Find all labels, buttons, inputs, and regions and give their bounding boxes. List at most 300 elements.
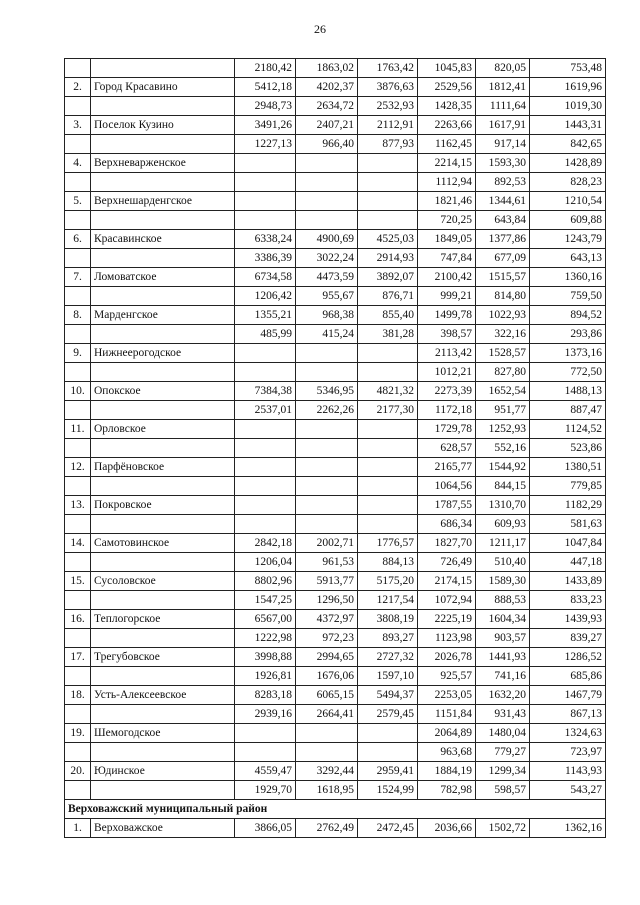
value-cell-5: 917,14 [476,135,530,154]
value-cell-4: 720,25 [418,211,476,230]
settlement-name: Ломоватское [91,268,235,287]
table-row [65,819,606,838]
value-cell-5: 1299,34 [476,762,530,781]
value-cell-2: 1863,02 [296,59,358,78]
value-cell-4: 2214,15 [418,154,476,173]
row-index: 11. [65,420,91,439]
value-cell-4: 1112,94 [418,173,476,192]
value-cell-5: 643,84 [476,211,530,230]
value-cell-1: 3386,39 [235,249,296,268]
value-cell-4: 1123,98 [418,629,476,648]
value-cell-6: 867,13 [530,705,606,724]
value-cell-4: 2064,89 [418,724,476,743]
value-cell-2: 966,40 [296,135,358,154]
value-cell-3 [358,154,418,173]
value-cell-6: 1019,30 [530,97,606,116]
value-cell-5: 609,93 [476,515,530,534]
value-cell-2 [296,458,358,477]
value-cell-1 [235,439,296,458]
value-cell-3: 2914,93 [358,249,418,268]
value-cell-2: 2762,49 [296,819,358,838]
settlement-name: Самотовинское [91,534,235,553]
table-row [65,496,606,515]
table-row [65,534,606,553]
value-cell-1: 8283,18 [235,686,296,705]
value-cell-2 [296,211,358,230]
value-cell-4: 1827,70 [418,534,476,553]
value-cell-5: 951,77 [476,401,530,420]
value-cell-4: 2263,66 [418,116,476,135]
value-cell-3 [358,458,418,477]
value-cell-5: 1604,34 [476,610,530,629]
row-index [65,173,91,192]
row-index [65,59,91,78]
value-cell-1 [235,211,296,230]
row-index [65,249,91,268]
value-cell-2: 5346,95 [296,382,358,401]
value-cell-1: 6567,00 [235,610,296,629]
value-cell-6: 1619,96 [530,78,606,97]
table-row [65,230,606,249]
row-index [65,363,91,382]
value-cell-1: 2180,42 [235,59,296,78]
value-cell-5: 779,27 [476,743,530,762]
value-cell-6: 1182,29 [530,496,606,515]
table-row [65,268,606,287]
value-cell-4: 2225,19 [418,610,476,629]
value-cell-5: 1344,61 [476,192,530,211]
value-cell-3: 381,28 [358,325,418,344]
value-cell-2: 1676,06 [296,667,358,686]
value-cell-4: 1729,78 [418,420,476,439]
value-cell-1 [235,420,296,439]
page-number: 26 [314,22,326,36]
value-cell-1: 2842,18 [235,534,296,553]
value-cell-5: 1022,93 [476,306,530,325]
table-row [65,344,606,363]
row-index: 3. [65,116,91,135]
row-index: 15. [65,572,91,591]
value-cell-1: 1355,21 [235,306,296,325]
value-cell-4: 726,49 [418,553,476,572]
table-row [65,591,606,610]
value-cell-3 [358,515,418,534]
value-cell-4: 1787,55 [418,496,476,515]
value-cell-4: 963,68 [418,743,476,762]
row-index: 6. [65,230,91,249]
settlement-name: Покровское [91,496,235,515]
table-row [65,629,606,648]
value-cell-2: 2994,65 [296,648,358,667]
value-cell-3: 2959,41 [358,762,418,781]
value-cell-2: 3292,44 [296,762,358,781]
table-row [65,743,606,762]
value-cell-3: 2532,93 [358,97,418,116]
value-cell-5: 1377,86 [476,230,530,249]
value-cell-1: 6338,24 [235,230,296,249]
value-cell-2: 5913,77 [296,572,358,591]
value-cell-2: 1296,50 [296,591,358,610]
value-cell-5: 1632,20 [476,686,530,705]
value-cell-2: 2002,71 [296,534,358,553]
row-index [65,287,91,306]
value-cell-2: 961,53 [296,553,358,572]
value-cell-1: 1206,42 [235,287,296,306]
table-row [65,477,606,496]
value-cell-6: 723,97 [530,743,606,762]
value-cell-6: 1286,52 [530,648,606,667]
settlement-name: Сусоловское [91,572,235,591]
settlement-name [91,439,235,458]
value-cell-3 [358,496,418,515]
settlement-name: Трегубовское [91,648,235,667]
value-cell-1: 2948,73 [235,97,296,116]
value-cell-1: 3998,88 [235,648,296,667]
value-cell-1: 485,99 [235,325,296,344]
row-index: 1. [65,819,91,838]
value-cell-6: 842,65 [530,135,606,154]
value-cell-4: 1162,45 [418,135,476,154]
value-cell-3: 5175,20 [358,572,418,591]
value-cell-5: 1589,30 [476,572,530,591]
settlement-name: Парфёновское [91,458,235,477]
value-cell-5: 552,16 [476,439,530,458]
settlement-name: Марденгское [91,306,235,325]
value-cell-6: 753,48 [530,59,606,78]
settlement-name: Опокское [91,382,235,401]
table-row [65,249,606,268]
row-index: 17. [65,648,91,667]
table-row [65,686,606,705]
settlement-name: Верхнешарденгское [91,192,235,211]
value-cell-5: 1211,17 [476,534,530,553]
settlement-name [91,553,235,572]
table-row [65,306,606,325]
value-cell-4: 1849,05 [418,230,476,249]
value-cell-2 [296,173,358,192]
value-cell-3 [358,420,418,439]
value-cell-5: 820,05 [476,59,530,78]
settlement-name: Красавинское [91,230,235,249]
value-cell-4: 1884,19 [418,762,476,781]
value-cell-2: 2664,41 [296,705,358,724]
table-row [65,78,606,97]
value-cell-1: 1929,70 [235,781,296,800]
table-row [65,382,606,401]
value-cell-3: 5494,37 [358,686,418,705]
value-cell-2 [296,743,358,762]
table-row [65,439,606,458]
value-cell-5: 1252,93 [476,420,530,439]
value-cell-5: 892,53 [476,173,530,192]
value-cell-2: 415,24 [296,325,358,344]
district-header-row [65,800,606,819]
row-index: 9. [65,344,91,363]
table-row [65,97,606,116]
value-cell-6: 1443,31 [530,116,606,135]
row-index [65,553,91,572]
value-cell-4: 686,34 [418,515,476,534]
value-cell-1 [235,344,296,363]
row-index [65,477,91,496]
value-cell-6: 1488,13 [530,382,606,401]
value-cell-3: 3876,63 [358,78,418,97]
value-cell-1: 1222,98 [235,629,296,648]
settlement-name [91,477,235,496]
value-cell-1: 7384,38 [235,382,296,401]
settlement-name: Город Красавино [91,78,235,97]
value-cell-4: 1012,21 [418,363,476,382]
settlement-name [91,173,235,192]
table-row [65,458,606,477]
value-cell-6: 1324,63 [530,724,606,743]
table-row [65,154,606,173]
value-cell-6: 839,27 [530,629,606,648]
table-row [65,762,606,781]
value-cell-1: 8802,96 [235,572,296,591]
value-cell-4: 2026,78 [418,648,476,667]
value-cell-6: 1047,84 [530,534,606,553]
row-index [65,439,91,458]
value-cell-3: 1217,54 [358,591,418,610]
value-cell-6: 894,52 [530,306,606,325]
value-cell-1: 1926,81 [235,667,296,686]
value-cell-6: 581,63 [530,515,606,534]
value-cell-3 [358,724,418,743]
table-row [65,667,606,686]
row-index: 14. [65,534,91,553]
value-cell-2: 3022,24 [296,249,358,268]
value-cell-4: 2174,15 [418,572,476,591]
value-cell-1: 2537,01 [235,401,296,420]
settlement-name [91,211,235,230]
value-cell-1 [235,515,296,534]
value-cell-3: 3892,07 [358,268,418,287]
value-cell-4: 1064,56 [418,477,476,496]
value-cell-2: 4473,59 [296,268,358,287]
settlement-name [91,287,235,306]
tariff-table [64,58,606,838]
table-row [65,116,606,135]
value-cell-4: 747,84 [418,249,476,268]
value-cell-5: 1502,72 [476,819,530,838]
district-title: Верховажский муниципальный район [65,800,606,819]
settlement-name [91,743,235,762]
value-cell-2 [296,724,358,743]
value-cell-3: 876,71 [358,287,418,306]
value-cell-3: 884,13 [358,553,418,572]
value-cell-3: 893,27 [358,629,418,648]
value-cell-2: 6065,15 [296,686,358,705]
settlement-name [91,249,235,268]
value-cell-2 [296,420,358,439]
value-cell-1 [235,173,296,192]
row-index: 13. [65,496,91,515]
value-cell-4: 398,57 [418,325,476,344]
value-cell-2 [296,477,358,496]
value-cell-6: 643,13 [530,249,606,268]
settlement-name [91,629,235,648]
value-cell-5: 1111,64 [476,97,530,116]
table-row [65,401,606,420]
row-index [65,591,91,610]
value-cell-4: 628,57 [418,439,476,458]
row-index [65,629,91,648]
value-cell-2: 4202,37 [296,78,358,97]
value-cell-1: 6734,58 [235,268,296,287]
table-row [65,420,606,439]
value-cell-6: 293,86 [530,325,606,344]
value-cell-6: 1362,16 [530,819,606,838]
value-cell-5: 322,16 [476,325,530,344]
value-cell-3: 2472,45 [358,819,418,838]
settlement-name: Юдинское [91,762,235,781]
settlement-name: Верховажское [91,819,235,838]
row-index [65,401,91,420]
settlement-name [91,591,235,610]
table-row [65,781,606,800]
value-cell-6: 1439,93 [530,610,606,629]
value-cell-1: 1547,25 [235,591,296,610]
value-cell-3: 1597,10 [358,667,418,686]
row-index: 20. [65,762,91,781]
value-cell-3: 877,93 [358,135,418,154]
row-index [65,705,91,724]
settlement-name [91,325,235,344]
value-cell-1 [235,724,296,743]
value-cell-6: 1124,52 [530,420,606,439]
value-cell-3 [358,211,418,230]
value-cell-2: 968,38 [296,306,358,325]
row-index: 18. [65,686,91,705]
value-cell-4: 1045,83 [418,59,476,78]
value-cell-6: 685,86 [530,667,606,686]
value-cell-5: 741,16 [476,667,530,686]
value-cell-2: 1618,95 [296,781,358,800]
settlement-name [91,363,235,382]
table-row [65,648,606,667]
value-cell-5: 1617,91 [476,116,530,135]
value-cell-5: 1544,92 [476,458,530,477]
row-index: 16. [65,610,91,629]
value-cell-6: 1428,89 [530,154,606,173]
value-cell-6: 1210,54 [530,192,606,211]
value-cell-5: 1480,04 [476,724,530,743]
row-index: 5. [65,192,91,211]
table-row [65,705,606,724]
value-cell-3: 2112,91 [358,116,418,135]
value-cell-2 [296,439,358,458]
value-cell-6: 1433,89 [530,572,606,591]
value-cell-2: 955,67 [296,287,358,306]
settlement-name [91,667,235,686]
value-cell-3 [358,344,418,363]
row-index [65,781,91,800]
value-cell-3: 2727,32 [358,648,418,667]
value-cell-1: 3866,05 [235,819,296,838]
settlement-name: Нижнеерогодское [91,344,235,363]
value-cell-3: 855,40 [358,306,418,325]
value-cell-6: 828,23 [530,173,606,192]
table-row [65,572,606,591]
settlement-name: Орловское [91,420,235,439]
value-cell-5: 1310,70 [476,496,530,515]
value-cell-1: 2939,16 [235,705,296,724]
value-cell-1 [235,154,296,173]
value-cell-3: 1763,42 [358,59,418,78]
value-cell-2 [296,344,358,363]
value-cell-3 [358,363,418,382]
value-cell-1 [235,192,296,211]
value-cell-5: 1441,93 [476,648,530,667]
value-cell-6: 772,50 [530,363,606,382]
row-index [65,211,91,230]
value-cell-2: 4900,69 [296,230,358,249]
value-cell-3: 4525,03 [358,230,418,249]
value-cell-5: 510,40 [476,553,530,572]
value-cell-6: 1360,16 [530,268,606,287]
value-cell-6: 1243,79 [530,230,606,249]
value-cell-3 [358,192,418,211]
value-cell-5: 1652,54 [476,382,530,401]
value-cell-4: 2036,66 [418,819,476,838]
table-row [65,325,606,344]
value-cell-1: 1206,04 [235,553,296,572]
row-index [65,325,91,344]
row-index: 19. [65,724,91,743]
value-cell-3 [358,173,418,192]
value-cell-2: 972,23 [296,629,358,648]
table-row [65,59,606,78]
row-index: 4. [65,154,91,173]
value-cell-3: 4821,32 [358,382,418,401]
settlement-name: Теплогорское [91,610,235,629]
value-cell-5: 903,57 [476,629,530,648]
value-cell-2: 2407,21 [296,116,358,135]
value-cell-6: 833,23 [530,591,606,610]
value-cell-1 [235,477,296,496]
value-cell-2 [296,192,358,211]
value-cell-4: 999,21 [418,287,476,306]
value-cell-4: 2113,42 [418,344,476,363]
settlement-name: Усть-Алексеевское [91,686,235,705]
value-cell-1 [235,458,296,477]
value-cell-1: 3491,26 [235,116,296,135]
table-row [65,135,606,154]
row-index: 10. [65,382,91,401]
value-cell-6: 887,47 [530,401,606,420]
settlement-name: Поселок Кузино [91,116,235,135]
row-index [65,743,91,762]
table-body [65,59,606,838]
table-row [65,724,606,743]
value-cell-4: 1072,94 [418,591,476,610]
settlement-name [91,135,235,154]
value-cell-2 [296,515,358,534]
table-row [65,553,606,572]
value-cell-4: 1499,78 [418,306,476,325]
table-row [65,211,606,230]
value-cell-2 [296,496,358,515]
value-cell-3: 2579,45 [358,705,418,724]
value-cell-6: 759,50 [530,287,606,306]
value-cell-5: 1515,57 [476,268,530,287]
value-cell-2: 4372,97 [296,610,358,629]
value-cell-4: 1821,46 [418,192,476,211]
value-cell-4: 1428,35 [418,97,476,116]
value-cell-4: 2529,56 [418,78,476,97]
value-cell-1: 4559,47 [235,762,296,781]
